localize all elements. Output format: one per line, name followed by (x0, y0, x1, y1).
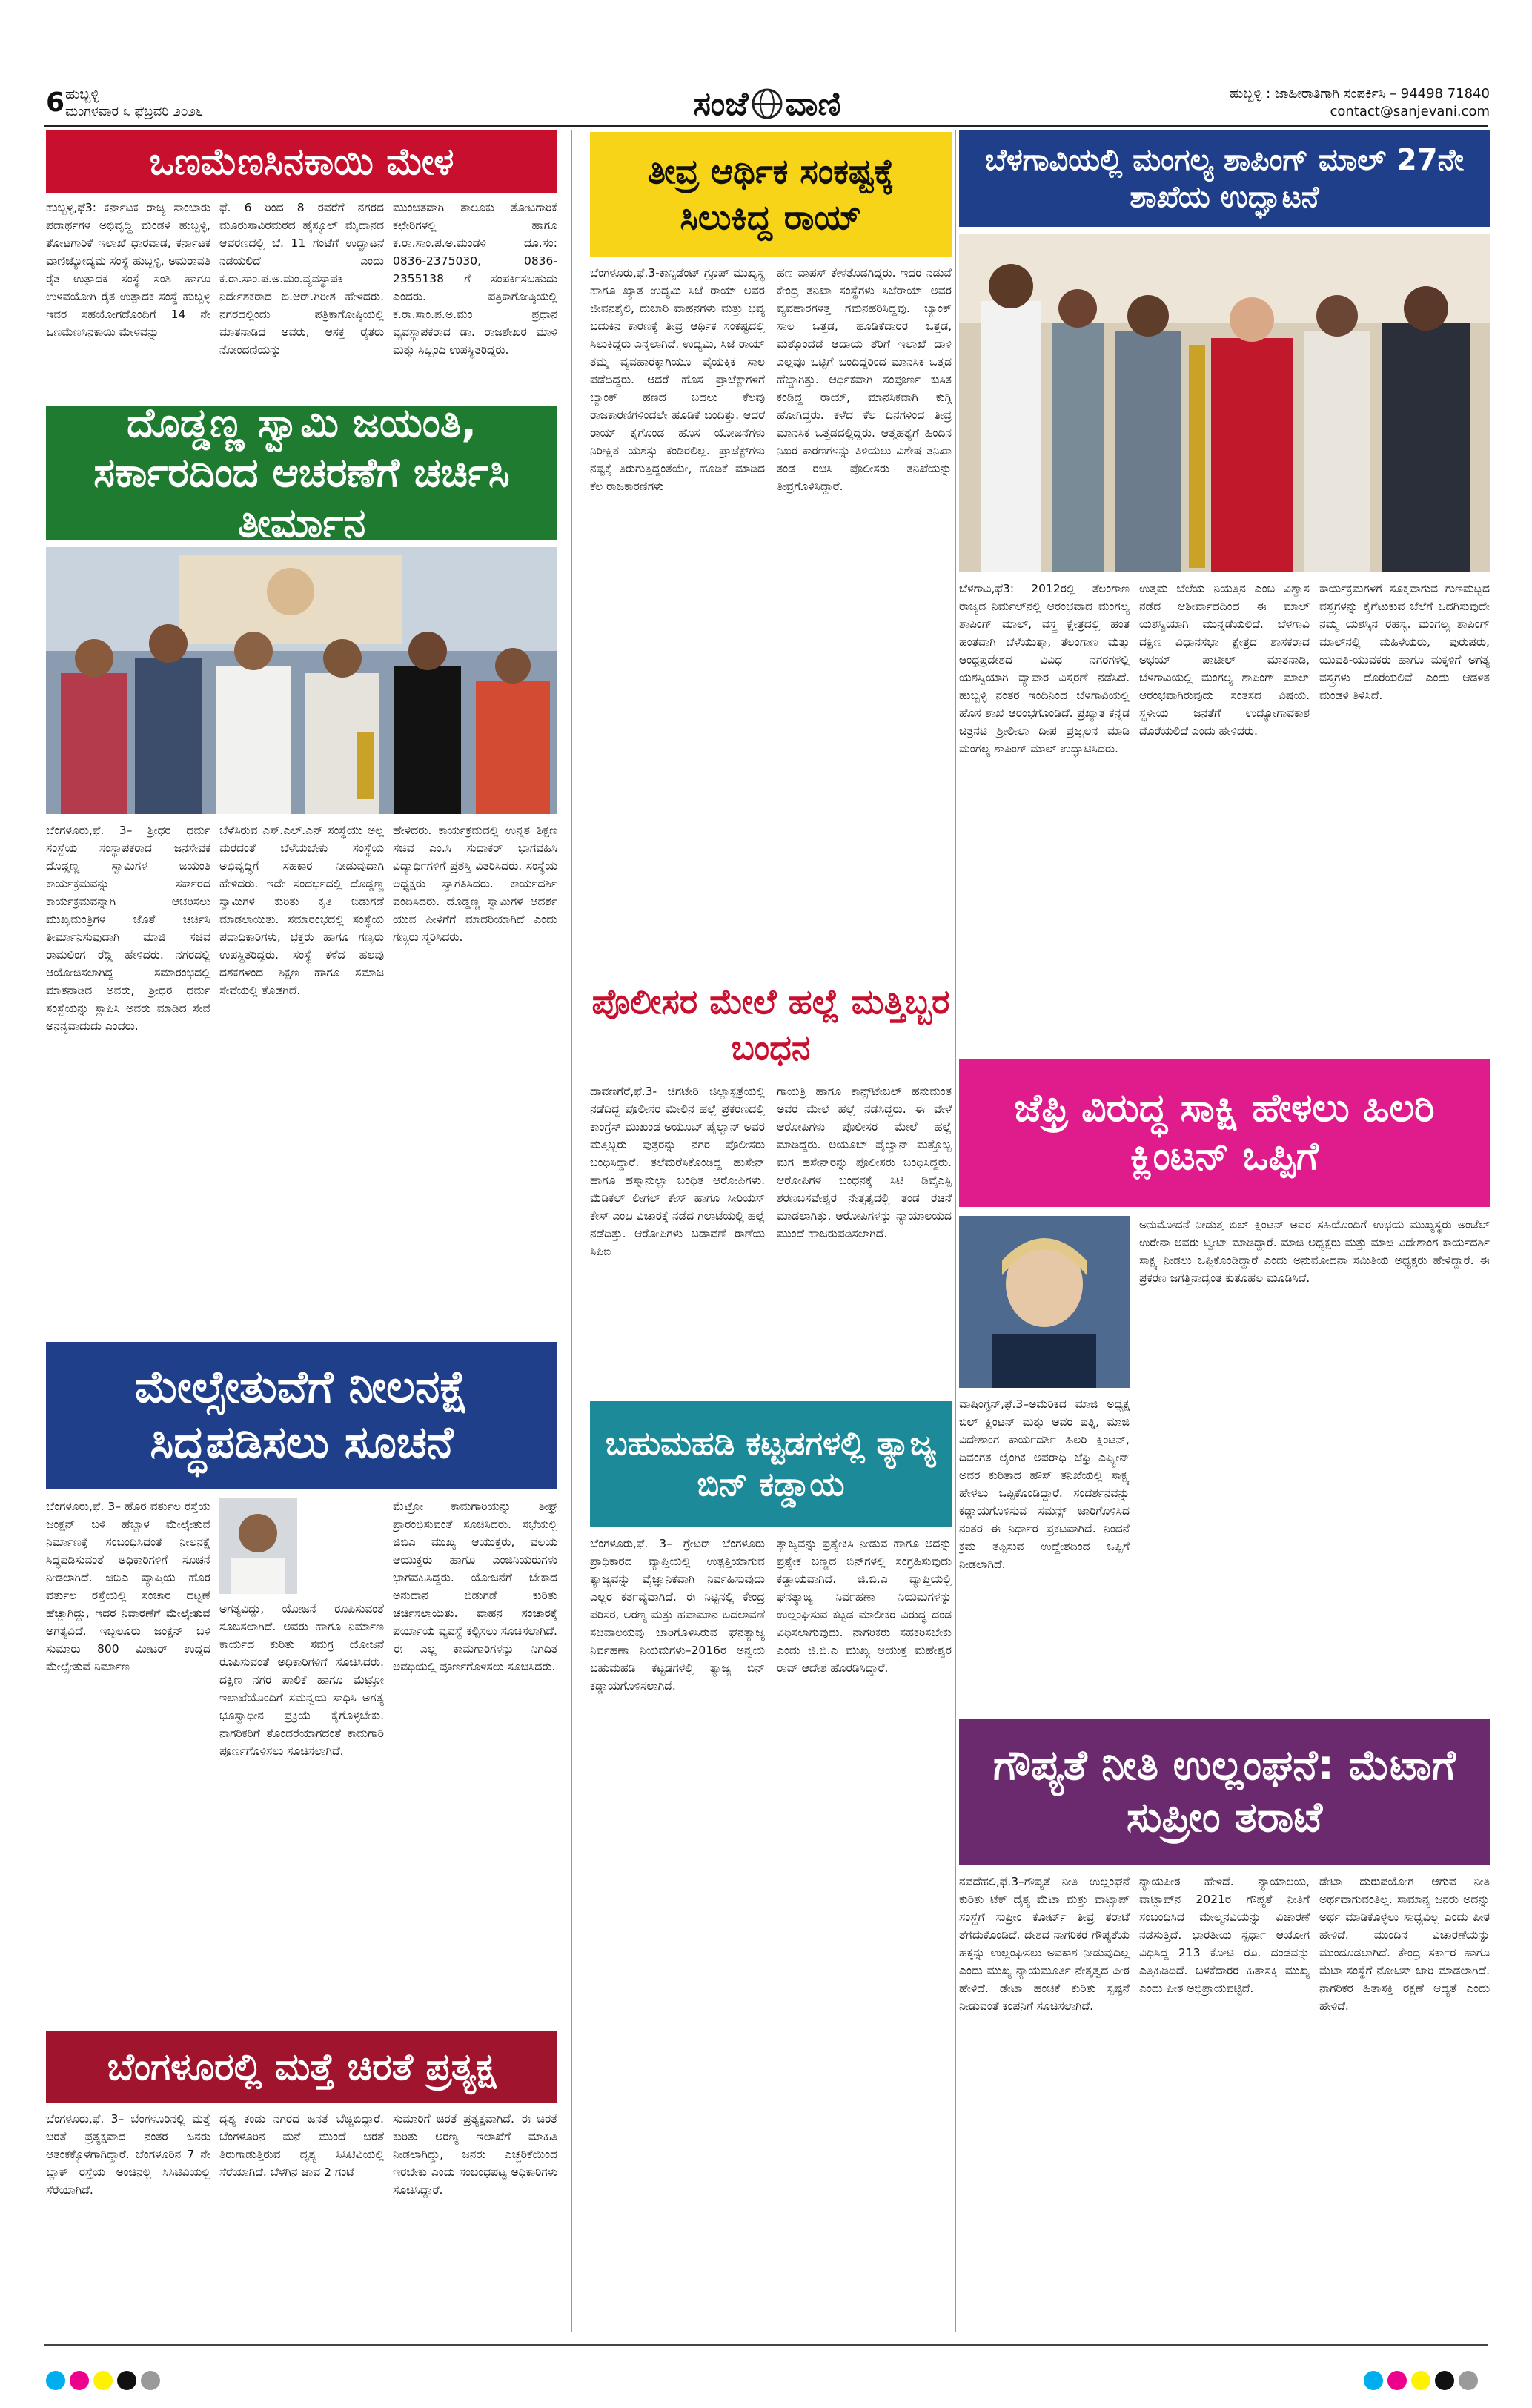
newspaper-logo (645, 82, 889, 126)
article-leopard-col1: ಬೆಂಗಳೂರು,ಫೆ. 3– ಬೆಂಗಳೂರಿನಲ್ಲಿ ಮತ್ತೆ ಚಿರತೆ ಪ್ರತ್ಯಕ್ಷವಾದ ನಂತರ ಜನರು ಆತಂಕಕ್ಕೊಳಗಾಗಿದ್ದಾರೆ. ಬೆಂಗಳೂರಿನ 7 ನೇ ಬ್ಲಾಕ್ ರಸ್ತೆಯ ಅಂಚಿನಲ್ಲಿ ಸಿಸಿಟಿವಿಯಲ್ಲಿ ಸೆರೆಯಾಗಿದೆ. (46, 2112, 210, 2197)
column-rule-left (571, 130, 572, 2332)
headline-leopard: ಬೆಂಗಳೂರಲ್ಲಿ ಮತ್ತೆ ಚಿರತೆ ಪ್ರತ್ಯಕ್ಷ (46, 2031, 557, 2103)
article-supreme-col3: ಡೇಟಾ ದುರುಪಯೋಗ ಆಗುವ ನೀತಿ ಅರ್ಥವಾಗುವಂತಿಲ್ಲ. ಸಾಮಾನ್ಯ ಜನರು ಅದನ್ನು ಅರ್ಥ ಮಾಡಿಕೊಳ್ಳಲು ಸಾಧ್ಯವಿಲ್ಲ ಎಂದು ಪೀಠ ಹೇಳಿದೆ. ಮುಂದಿನ ವಿಚಾರಣೆಯನ್ನು ಮುಂದೂಡಲಾಗಿದೆ. ಕೇಂದ್ರ ಸರ್ಕಾರ ಹಾಗೂ ಮೆಟಾ ಸಂಸ್ಥೆಗೆ ನೋಟಿಸ್ ಜಾರಿ ಮಾಡಲಾಗಿದೆ. ನಾಗರಿಕರ ಹಿತಾಸಕ್ತಿ ರಕ್ಷಣೆ ಆದ್ಯತೆ ಎಂದು ಹೇಳಿದೆ. (1319, 1875, 1490, 2014)
article-doddanna-col1: ಬೆಂಗಳೂರು,ಫೆ. 3– ಶ್ರೀಧರ ಧರ್ಮ ಸಂಸ್ಥೆಯ ಸಂಸ್ಥಾಪಕರಾದ ಜನಸೇವಕ ದೊಡ್ಡಣ್ಣ ಸ್ವಾಮಿಗಳ ಜಯಂತಿ ಕಾರ್ಯಕ್ರಮವನ್ನು ಸರ್ಕಾರದ ಕಾರ್ಯಕ್ರಮವನ್ನಾಗಿ ಆಚರಿಸಲು ಮುಖ್ಯಮಂತ್ರಿಗಳ ಜೊತೆ ಚರ್ಚಿಸಿ ತೀರ್ಮಾನಿಸುವುದಾಗಿ ಮಾಜಿ ಸಚಿವ ರಾಮಲಿಂಗ ರೆಡ್ಡಿ ಹೇಳಿದರು. ನಗರದಲ್ಲಿ ಆಯೋಜಿಸಲಾಗಿದ್ದ ಸಮಾರಂಭದಲ್ಲಿ ಮಾತನಾಡಿದ ಅವರು, ಶ್ರೀಧರ ಧರ್ಮ ಸಂಸ್ಥೆಯನ್ನು ಸ್ಥಾಪಿಸಿ ಅವರು ಮಾಡಿದ ಸೇವೆ ಅನನ್ಯವಾದುದು ಎಂದರು. (46, 824, 210, 1033)
article-mall-col2: ಉತ್ತಮ ಬೆಲೆಯ ನಿಯತ್ತಿನ ಎಂಬ ವಿಶ್ವಾಸ ನಡೆದ ಆಶೀರ್ವಾದದಿಂದ ಈ ಮಾಲ್ ಯಶಸ್ವಿಯಾಗಿ ಮುನ್ನಡೆಯಲಿದೆ. ಬೆಳಗಾವಿ ದಕ್ಷಿಣ ವಿಧಾನಸಭಾ ಕ್ಷೇತ್ರದ ಶಾಸಕರಾದ ಅಭಯ್ ಪಾಟೀಲ್ ಮಾತನಾಡಿ, ಬೆಳಗಾವಿಯಲ್ಲಿ ಮಂಗಲ್ಯ ಶಾಪಿಂಗ್ ಮಾಲ್ ಆರಂಭವಾಗಿರುವುದು ಸಂತಸದ ವಿಷಯ. ಸ್ಥಳೀಯ ಜನತೆಗೆ ಉದ್ಯೋಗಾವಕಾಶ ದೊರೆಯಲಿದೆ ಎಂದು ಹೇಳಿದರು. (1139, 582, 1310, 738)
header-email: contact@sanjevani.com (1330, 104, 1490, 119)
headline-hillary: ಜೆಫ್ರಿ ವಿರುದ್ಧ ಸಾಕ್ಷಿ ಹೇಳಲು ಹಿಲರಿ ಕ್ಲಿಂಟನ್ ಒಪ್ಪಿಗೆ (959, 1059, 1490, 1207)
headline-roy: ತೀವ್ರ ಆರ್ಥಿಕ ಸಂಕಷ್ಟಕ್ಕೆ ಸಿಲುಕಿದ್ದ ರಾಯ್ (590, 132, 952, 257)
headline-chilli-fair: ಒಣಮೆಣಸಿನಕಾಯಿ ಮೇಳ (46, 130, 557, 193)
article-police-col2: ಗಾಯತ್ರಿ ಹಾಗೂ ಕಾನ್ಸ್‌ಟೇಬಲ್ ಹನುಮಂತ ಅವರ ಮೇಲೆ ಹಲ್ಲೆ ನಡೆಸಿದ್ದರು. ಈ ವೇಳೆ ಆರೋಪಿಗಳು ಪೊಲೀಸರ ಮೇಲೆ ಹಲ್ಲೆ ಮಾಡಿದ್ದರು. ಅಯೂಬ್ ಪೈಲ್ವಾನ್ ಮತ್ತೊಬ್ಬ ಮಗ ಹಸೇನ್‌ರನ್ನು ಪೊಲೀಸರು ಬಂಧಿಸಿದ್ದರು. ಆರೋಪಿಗಳ ಬಂಧನಕ್ಕೆ ಸಿಟಿ ಡಿವೈಎಸ್ಪಿ ಶರಣಬಸವೇಶ್ವರ ನೇತೃತ್ವದಲ್ಲಿ ತಂಡ ರಚನೆ ಮಾಡಲಾಗಿತ್ತು. ಆರೋಪಿಗಳನ್ನು ನ್ಯಾಯಾಲಯದ ಮುಂದೆ ಹಾಜರುಪಡಿಸಲಾಗಿದೆ. (777, 1085, 952, 1241)
headline-supreme-meta: ಗೌಪ್ಯತೆ ನೀತಿ ಉಲ್ಲಂಘನೆ: ಮೆಟಾಗೆ ಸುಪ್ರೀಂ ತರಾಟೆ (959, 1719, 1490, 1865)
photo-hillary-clinton (959, 1216, 1130, 1388)
article-waste-col1: ಬೆಂಗಳೂರು,ಫೆ. 3– ಗ್ರೇಟರ್ ಬೆಂಗಳೂರು ಪ್ರಾಧಿಕಾರದ ವ್ಯಾಪ್ತಿಯಲ್ಲಿ ಉತ್ಪತ್ತಿಯಾಗುವ ತ್ಯಾಜ್ಯವನ್ನು ವೈಜ್ಞಾನಿಕವಾಗಿ ನಿರ್ವಹಿಸುವುದು ಎಲ್ಲರ ಕರ್ತವ್ಯವಾಗಿದೆ. ಈ ನಿಟ್ಟಿನಲ್ಲಿ ಕೇಂದ್ರ ಪರಿಸರ, ಅರಣ್ಯ ಮತ್ತು ಹವಾಮಾನ ಬದಲಾವಣೆ ಸಚಿವಾಲಯವು ಜಾರಿಗೊಳಿಸಿರುವ ಘನತ್ಯಾಜ್ಯ ನಿರ್ವಹಣಾ ನಿಯಮಗಳು–2016ರ ಅನ್ವಯ ಬಹುಮಹಡಿ ಕಟ್ಟಡಗಳಲ್ಲಿ ತ್ಯಾಜ್ಯ ಬಿನ್ ಕಡ್ಡಾಯಗೊಳಿಸಲಾಗಿದೆ. (590, 1537, 765, 1693)
headline-flyover: ಮೇಲ್ಸೇತುವೆಗೆ ನೀಲನಕ್ಷೆ ಸಿದ್ಧಪಡಿಸಲು ಸೂಚನೆ (46, 1342, 557, 1489)
registration-swatches-left (46, 2371, 165, 2393)
article-supreme-col2: ನ್ಯಾಯಪೀಠ ಹೇಳಿದೆ. ನ್ಯಾಯಾಲಯ, ವಾಟ್ಸಾಪ್‌ನ 2021ರ ಗೌಪ್ಯತೆ ನೀತಿಗೆ ಸಂಬಂಧಿಸಿದ ಮೇಲ್ಮನವಿಯನ್ನು ವಿಚಾರಣೆ ನಡೆಸುತ್ತಿದೆ. ಭಾರತೀಯ ಸ್ಪರ್ಧಾ ಆಯೋಗ ವಿಧಿಸಿದ್ದ 213 ಕೋಟಿ ರೂ. ದಂಡವನ್ನು ಎತ್ತಿಹಿಡಿದಿದೆ. ಬಳಕೆದಾರರ ಹಿತಾಸಕ್ತಿ ಮುಖ್ಯ ಎಂದು ಪೀಠ ಅಭಿಪ್ರಾಯಪಟ್ಟಿದೆ. (1139, 1875, 1310, 1996)
header-city: ಹುಬ್ಬಳ್ಳಿ (65, 86, 99, 102)
article-mall-col3: ಕಾರ್ಯಕ್ರಮಗಳಿಗೆ ಸೂಕ್ತವಾಗುವ ಗುಣಮಟ್ಟದ ವಸ್ತ್ರಗಳನ್ನು ಕೈಗೆಟುಕುವ ಬೆಲೆಗೆ ಒದಗಿಸುವುದೇ ನಮ್ಮ ಯಶಸ್ಸಿನ ರಹಸ್ಯ. ಮಂಗಲ್ಯ ಶಾಪಿಂಗ್ ಮಾಲ್‌ನಲ್ಲಿ ಮಹಿಳೆಯರು, ಪುರುಷರು, ಯುವತಿ-ಯುವಕರು ಹಾಗೂ ಮಕ್ಕಳಿಗೆ ಅಗತ್ಯ ವಸ್ತ್ರಗಳು ದೊರೆಯಲಿವೆ ಎಂದು ಆಡಳಿತ ಮಂಡಳಿ ತಿಳಿಸಿದೆ. (1319, 582, 1490, 703)
logo-left-word: ಸಂಜೆ (693, 85, 749, 123)
header-ad-contact: ಹುಬ್ಬಳ್ಳಿ : ಜಾಹೀರಾತಿಗಾಗಿ ಸಂಪರ್ಕಿಸಿ – 94498 71840 (1229, 86, 1490, 102)
article-roy-col1: ಬೆಂಗಳೂರು,ಫೆ.3-ಕಾನ್ಫಿಡೆಂಟ್ ಗ್ರೂಪ್ ಮುಖ್ಯಸ್ಥ ಹಾಗೂ ಖ್ಯಾತ ಉದ್ಯಮಿ ಸಿಜೆ ರಾಯ್ ಅವರ ಜೀವನಶೈಲಿ, ದುಬಾರಿ ವಾಹನಗಳು ಮತ್ತು ಭವ್ಯ ಬದುಕಿನ ಕಾರಣಕ್ಕೆ ತೀವ್ರ ಆರ್ಥಿಕ ಸಂಕಷ್ಟದಲ್ಲಿ ಸಿಲುಕಿದ್ದರು ಎನ್ನಲಾಗಿದೆ. ಉದ್ಯಮಿ, ಸಿಜೆ ರಾಯ್ ತಮ್ಮ ವ್ಯವಹಾರಕ್ಕಾಗಿಯೂ ವೈಯಕ್ತಿಕ ಸಾಲ ಪಡೆದಿದ್ದರು. ಆದರೆ ಹೊಸ ಪ್ರಾಜೆಕ್ಟ್‌ಗಳಿಗೆ ಬ್ಯಾಂಕ್ ಹಣದ ಬದಲು ಕೆಲವು ರಾಜಕಾರಣಿಗಳಿಂದಲೇ ಹೂಡಿಕೆ ಬಂದಿತ್ತು. ಆದರೆ ರಾಯ್ ಕೈಗೊಂಡ ಹೊಸ ಯೋಜನೆಗಳು ನಿರೀಕ್ಷಿತ ಯಶಸ್ಸು ಕಂಡಿರಲಿಲ್ಲ. ಪ್ರಾಜೆಕ್ಟ್‌ಗಳು ನಷ್ಟಕ್ಕೆ ತಿರುಗುತ್ತಿದ್ದಂತೆಯೇ, ಹೂಡಿಕೆ ಮಾಡಿದ ಕೆಲ ರಾಜಕಾರಣಿಗಳು (590, 266, 765, 494)
footer-rule (44, 2344, 1488, 2346)
article-flyover-col1: ಬೆಂಗಳೂರು,ಫೆ. 3– ಹೊರ ವರ್ತುಲ ರಸ್ತೆಯ ಜಂಕ್ಷನ್ ಬಳಿ ಹೆಬ್ಬಾಳ ಮೇಲ್ಸೇತುವೆ ನಿರ್ಮಾಣಕ್ಕೆ ಸಂಬಂಧಿಸಿದಂತೆ ನೀಲನಕ್ಷೆ ಸಿದ್ಧಪಡಿಸುವಂತೆ ಅಧಿಕಾರಿಗಳಿಗೆ ಸೂಚನೆ ನೀಡಲಾಗಿದೆ. ಜಿಬಿಎ ವ್ಯಾಪ್ತಿಯ ಹೊರ ವರ್ತುಲ ರಸ್ತೆಯಲ್ಲಿ ಸಂಚಾರ ದಟ್ಟಣೆ ಹೆಚ್ಚಾಗಿದ್ದು, ಇದರ ನಿವಾರಣೆಗೆ ಮೇಲ್ಸೇತುವೆ ಅಗತ್ಯವಿದೆ. ಇಬ್ಬಲೂರು ಜಂಕ್ಷನ್ ಬಳಿ ಸುಮಾರು 800 ಮೀಟರ್ ಉದ್ದದ ಮೇಲ್ಸೇತುವೆ ನಿರ್ಮಾಣ (46, 1500, 210, 1674)
photo-doddanna-event (46, 547, 557, 814)
page-number: 6 (46, 87, 65, 118)
column-rule-right (955, 130, 956, 2332)
article-leopard-col3: ಸುಮಾರಿಗೆ ಚಿರತೆ ಪ್ರತ್ಯಕ್ಷವಾಗಿದೆ. ಈ ಚಿರತೆ ಕುರಿತು ಅರಣ್ಯ ಇಲಾಖೆಗೆ ಮಾಹಿತಿ ನೀಡಲಾಗಿದ್ದು, ಜನರು ಎಚ್ಚರಿಕೆಯಿಂದ ಇರಬೇಕು ಎಂದು ಸಂಬಂಧಪಟ್ಟ ಅಧಿಕಾರಿಗಳು ಸೂಚಿಸಿದ್ದಾರೆ. (393, 2112, 557, 2197)
article-roy-col2: ಹಣ ವಾಪಸ್ ಕೇಳತೊಡಗಿದ್ದರು. ಇದರ ನಡುವೆ ಕೇಂದ್ರ ತನಿಖಾ ಸಂಸ್ಥೆಗಳು ಸಿಜೆರಾಯ್ ಅವರ ವ್ಯವಹಾರಗಳತ್ತ ಗಮನಹರಿಸಿದ್ದವು. ಬ್ಯಾಂಕ್ ಸಾಲ ಒತ್ತಡ, ಹೂಡಿಕೆದಾರರ ಒತ್ತಡ, ಮತ್ತೊಂದೆಡೆ ಆದಾಯ ತೆರಿಗೆ ಇಲಾಖೆ ದಾಳಿ ಎಲ್ಲವೂ ಒಟ್ಟಿಗೆ ಬಂದಿದ್ದರಿಂದ ಮಾನಸಿಕ ಒತ್ತಡ ಹೆಚ್ಚಾಗಿತ್ತು. ಆರ್ಥಿಕವಾಗಿ ಸಂಪೂರ್ಣ ಕುಸಿತ ಕಂಡಿದ್ದ ರಾಯ್, ಮಾನಸಿಕವಾಗಿ ಕುಗ್ಗಿ ಹೋಗಿದ್ದರು. ಕಳೆದ ಕೆಲ ದಿನಗಳಿಂದ ತೀವ್ರ ಮಾನಸಿಕ ಒತ್ತಡದಲ್ಲಿದ್ದರು. ಆತ್ಮಹತ್ಯೆಗೆ ಹಿಂದಿನ ನಿಖರ ಕಾರಣಗಳನ್ನು ತಿಳಿಯಲು ವಿಶೇಷ ತನಿಖಾ ತಂಡ ರಚಿಸಿ ಪೊಲೀಸರು ತನಿಖೆಯನ್ನು ತೀವ್ರಗೊಳಿಸಿದ್ದಾರೆ. (777, 266, 952, 494)
photo-mall-inauguration (959, 234, 1490, 572)
registration-swatches-right (1364, 2371, 1490, 2393)
article-doddanna-col2: ಬೆಳೆಸಿರುವ ಎಸ್.ಎಲ್.ಎನ್ ಸಂಸ್ಥೆಯು ಅಲ್ಲ ಮರದಂತೆ ಬೆಳೆಯಬೇಕು ಸಂಸ್ಥೆಯ ಅಭಿವೃದ್ಧಿಗೆ ಸಹಕಾರ ನೀಡುವುದಾಗಿ ಹೇಳಿದರು. ಇದೇ ಸಂದರ್ಭದಲ್ಲಿ ದೊಡ್ಡಣ್ಣ ಸ್ವಾಮಿಗಳ ಕುರಿತು ಕೃತಿ ಬಿಡುಗಡೆ ಮಾಡಲಾಯಿತು. ಸಮಾರಂಭದಲ್ಲಿ ಸಂಸ್ಥೆಯ ಪದಾಧಿಕಾರಿಗಳು, ಭಕ್ತರು ಹಾಗೂ ಗಣ್ಯರು ಉಪಸ್ಥಿತರಿದ್ದರು. ಸಂಸ್ಥೆ ಕಳೆದ ಹಲವು ದಶಕಗಳಿಂದ ಶಿಕ್ಷಣ ಹಾಗೂ ಸಮಾಜ ಸೇವೆಯಲ್ಲಿ ತೊಡಗಿದೆ. (219, 824, 384, 998)
article-leopard-col2: ದೃಶ್ಯ ಕಂಡು ನಗರದ ಜನತೆ ಬೆಚ್ಚಿಬಿದ್ದಾರೆ. ಬೆಂಗಳೂರಿನ ಮನೆ ಮುಂದೆ ಚಿರತೆ ತಿರುಗಾಡುತ್ತಿರುವ ದೃಶ್ಯ ಸಿಸಿಟಿವಿಯಲ್ಲಿ ಸೆರೆಯಾಗಿದೆ. ಬೆಳಗಿನ ಜಾವ 2 ಗಂಟೆ (219, 2112, 384, 2180)
headline-waste-bin: ಬಹುಮಹಡಿ ಕಟ್ಟಡಗಳಲ್ಲಿ ತ್ಯಾಜ್ಯ ಬಿನ್ ಕಡ್ಡಾಯ (590, 1401, 952, 1527)
article-chilli-col1: ಹುಬ್ಬಳ್ಳಿ,ಫೆ3: ಕರ್ನಾಟಕ ರಾಜ್ಯ ಸಾಂಬಾರು ಪದಾರ್ಥಗಳ ಅಭಿವೃದ್ಧಿ ಮಂಡಳಿ ಹುಬ್ಬಳ್ಳಿ, ತೋಟಗಾರಿಕೆ ಇಲಾಖೆ ಧಾರವಾಡ, ಕರ್ನಾಟಕ ವಾಣಿಜ್ಯೋದ್ಯಮ ಸಂಸ್ಥೆ ಹುಬ್ಬಳ್ಳಿ, ಅಮರಾವತಿ ರೈತ ಉತ್ಪಾದಕ ಸಂಸ್ಥೆ ಸಂಶಿ ಹಾಗೂ ಉಳವಯೋಗಿ ರೈತ ಉತ್ಪಾದಕ ಸಂಸ್ಥೆ ಹುಬ್ಬಳ್ಳಿ ಇವರ ಸಹಯೋಗದೊಂದಿಗೆ 14 ನೇ ಒಣಮೆಣಸಿನಕಾಯಿ ಮೇಳವನ್ನು (46, 201, 210, 340)
masthead-rule (44, 125, 1488, 127)
article-mall-col1: ಬೆಳಗಾವಿ,ಫೆ3: 2012ರಲ್ಲಿ ತೆಲಂಗಾಣ ರಾಜ್ಯದ ನಿರ್ಮಲ್‌ನಲ್ಲಿ ಆರಂಭವಾದ ಮಂಗಲ್ಯ ಶಾಪಿಂಗ್ ಮಾಲ್, ವಸ್ತ್ರ ಕ್ಷೇತ್ರದಲ್ಲಿ ಹಂತ ಹಂತವಾಗಿ ಬೆಳೆಯುತ್ತಾ, ತೆಲಂಗಾಣ ಮತ್ತು ಆಂಧ್ರಪ್ರದೇಶದ ವಿವಿಧ ನಗರಗಳಲ್ಲಿ ಯಶಸ್ವಿಯಾಗಿ ವ್ಯಾಪಾರ ವಿಸ್ತರಣೆ ನಡೆಸಿದೆ. ಹುಬ್ಬಳ್ಳಿ ನಂತರ ಇಂದಿನಿಂದ ಬೆಳಗಾವಿಯಲ್ಲಿ ಹೊಸ ಶಾಖೆ ಆರಂಭಗೊಂಡಿದೆ. ಪ್ರಖ್ಯಾತ ಕನ್ನಡ ಚಿತ್ರನಟಿ ಶ್ರೀಲೀಲಾ ದೀಪ ಪ್ರಜ್ವಲನ ಮಾಡಿ ಮಂಗಲ್ಯ ಶಾಪಿಂಗ್ ಮಾಲ್ ಉದ್ಘಾಟಿಸಿದರು. (959, 582, 1130, 756)
headline-police: ಪೊಲೀಸರ ಮೇಲೆ ಹಲ್ಲೆ ಮತ್ತಿಬ್ಬರ ಬಂಧನ (591, 981, 950, 1068)
article-flyover-col2: ಅಗತ್ಯವಿದ್ದು, ಯೋಜನೆ ರೂಪಿಸುವಂತೆ ಸೂಚಿಸಲಾಗಿದೆ. ಅವರು ಹಾಗೂ ನಿರ್ಮಾಣ ಕಾರ್ಯದ ಕುರಿತು ಸಮಗ್ರ ಯೋಜನೆ ರೂಪಿಸುವಂತೆ ಅಧಿಕಾರಿಗಳಿಗೆ ಸೂಚಿಸಿದರು. ದಕ್ಷಿಣ ನಗರ ಪಾಲಿಕೆ ಹಾಗೂ ಮೆಟ್ರೋ ಇಲಾಖೆಯೊಂದಿಗೆ ಸಮನ್ವಯ ಸಾಧಿಸಿ ಅಗತ್ಯ ಭೂಸ್ವಾಧೀನ ಪ್ರಕ್ರಿಯೆ ಕೈಗೊಳ್ಳಬೇಕು. ನಾಗರಿಕರಿಗೆ ತೊಂದರೆಯಾಗದಂತೆ ಕಾಮಗಾರಿ ಪೂರ್ಣಗೊಳಿಸಲು ಸೂಚಿಸಲಾಗಿದೆ. (219, 1602, 384, 1759)
header-date: ಮಂಗಳವಾರ ೩ ಫೆಬ್ರವರಿ ೨೦೨೬ (65, 104, 203, 119)
article-hillary-col1: ವಾಷಿಂಗ್ಟನ್,ಫೆ.3–ಅಮೆರಿಕದ ಮಾಜಿ ಅಧ್ಯಕ್ಷ ಬಿಲ್ ಕ್ಲಿಂಟನ್ ಮತ್ತು ಅವರ ಪತ್ನಿ, ಮಾಜಿ ವಿದೇಶಾಂಗ ಕಾರ್ಯದರ್ಶಿ ಹಿಲರಿ ಕ್ಲಿಂಟನ್, ದಿವಂಗತ ಲೈಂಗಿಕ ಅಪರಾಧಿ ಜೆಫ್ರಿ ಎಪ್ಸ್ಟೀನ್ ಅವರ ಕುರಿತಾದ ಹೌಸ್ ತನಿಖೆಯಲ್ಲಿ ಸಾಕ್ಷ್ಯ ಹೇಳಲು ಒಪ್ಪಿಕೊಂಡಿದ್ದಾರೆ. ಸಂದರ್ಶನವನ್ನು ಕಡ್ಡಾಯಗೊಳಿಸುವ ಸಮನ್ಸ್ ಜಾರಿಗೊಳಿಸಿದ ನಂತರ ಈ ನಿರ್ಧಾರ ಪ್ರಕಟವಾಗಿದೆ. ನಿಂದನೆ ಕ್ರಮ ತಪ್ಪಿಸುವ ಉದ್ದೇಶದಿಂದ ಒಪ್ಪಿಗೆ ನೀಡಲಾಗಿದೆ. (959, 1398, 1130, 1572)
headline-mall-inauguration: ಬೆಳಗಾವಿಯಲ್ಲಿ ಮಂಗಲ್ಯ ಶಾಪಿಂಗ್ ಮಾಲ್ 27ನೇ ಶಾಖೆಯ ಉದ್ಘಾಟನೆ (959, 130, 1490, 227)
article-chilli-col3: ಮುಂಚಿತವಾಗಿ ತಾಲೂಕು ತೋಟಗಾರಿಕೆ ಕಛೇರಿಗಳಲ್ಲಿ ಹಾಗೂ ಕ.ರಾ.ಸಾಂ.ಪ.ಅ.ಮಂಡಳಿ ದೂ.ಸಂ: 0836-2375030, 0836-2355138 ಗೆ ಸಂಪರ್ಕಿಸಬಹುದು ಎಂದರು. ಪತ್ರಿಕಾಗೋಷ್ಠಿಯಲ್ಲಿ ಕ.ರಾ.ಸಾಂ.ಪ.ಅ.ಮಂ ಪ್ರಧಾನ ವ್ಯವಸ್ಥಾಪಕರಾದ ಡಾ. ರಾಜಶೇಖರ ಮಾಳಿ ಮತ್ತು ಸಿಬ್ಬಂದಿ ಉಪಸ್ಥಿತರಿದ್ದರು. (393, 201, 557, 357)
article-police-col1: ದಾವಣಗೆರೆ,ಫೆ.3- ಚಿಗಟೇರಿ ಜಿಲ್ಲಾಸ್ಪತ್ರೆಯಲ್ಲಿ ನಡೆದಿದ್ದ ಪೊಲೀಸರ ಮೇಲಿನ ಹಲ್ಲೆ ಪ್ರಕರಣದಲ್ಲಿ ಕಾಂಗ್ರೆಸ್ ಮುಖಂಡ ಅಯೂಬ್ ಪೈಲ್ವಾನ್ ಅವರ ಮತ್ತಿಬ್ಬರು ಪುತ್ರರನ್ನು ನಗರ ಪೊಲೀಸರು ಬಂಧಿಸಿದ್ದಾರೆ. ತಲೆಮರೆಸಿಕೊಂಡಿದ್ದ ಹುಸೇನ್ ಹಾಗೂ ಹಸ್ಮಾನುಲ್ಲಾ ಬಂಧಿತ ಆರೋಪಿಗಳು. ಮೆಡಿಕಲ್ ಲೀಗಲ್ ಕೇಸ್ ಹಾಗೂ ಸೀರಿಯಸ್ ಕೇಸ್ ಎಂಬ ವಿಚಾರಕ್ಕೆ ನಡೆದ ಗಲಾಟೆಯಲ್ಲಿ ಹಲ್ಲೆ ನಡೆದಿತ್ತು. ಆರೋಪಿಗಳು ಬಡಾವಣೆ ಠಾಣೆಯ ಸಿಪಿಐ (590, 1085, 765, 1259)
article-doddanna-col3: ಹೇಳಿದರು. ಕಾರ್ಯಕ್ರಮದಲ್ಲಿ ಉನ್ನತ ಶಿಕ್ಷಣ ಸಚಿವ ಎಂ.ಸಿ ಸುಧಾಕರ್ ಭಾಗವಹಿಸಿ ವಿದ್ಯಾರ್ಥಿಗಳಿಗೆ ಪ್ರಶಸ್ತಿ ವಿತರಿಸಿದರು. ಸಂಸ್ಥೆಯ ಅಧ್ಯಕ್ಷರು ಸ್ವಾಗತಿಸಿದರು. ಕಾರ್ಯದರ್ಶಿ ವಂದಿಸಿದರು. ದೊಡ್ಡಣ್ಣ ಸ್ವಾಮಿಗಳ ಆದರ್ಶ ಯುವ ಪೀಳಿಗೆಗೆ ಮಾದರಿಯಾಗಿದೆ ಎಂದು ಗಣ್ಯರು ಸ್ಮರಿಸಿದರು. (393, 824, 557, 945)
article-flyover-col3: ಮೆಟ್ರೋ ಕಾಮಗಾರಿಯನ್ನು ಶೀಘ್ರ ಪ್ರಾರಂಭಿಸುವಂತೆ ಸೂಚಿಸಿದರು. ಸಭೆಯಲ್ಲಿ ಜಿಬಿಎ ಮುಖ್ಯ ಆಯುಕ್ತರು, ವಲಯ ಆಯುಕ್ತರು ಹಾಗೂ ಎಂಜಿನಿಯರುಗಳು ಭಾಗವಹಿಸಿದ್ದರು. ಯೋಜನೆಗೆ ಬೇಕಾದ ಅನುದಾನ ಬಿಡುಗಡೆ ಕುರಿತು ಚರ್ಚಿಸಲಾಯಿತು. ವಾಹನ ಸಂಚಾರಕ್ಕೆ ಪರ್ಯಾಯ ವ್ಯವಸ್ಥೆ ಕಲ್ಪಿಸಲು ಸೂಚಿಸಲಾಗಿದೆ. ಈ ಎಲ್ಲ ಕಾಮಗಾರಿಗಳನ್ನು ನಿಗದಿತ ಅವಧಿಯಲ್ಲಿ ಪೂರ್ಣಗೊಳಿಸಲು ಸೂಚಿಸಿದರು. (393, 1500, 557, 1674)
article-chilli-col2: ಫೆ. 6 ರಿಂದ 8 ರವರೆಗೆ ನಗರದ ಮೂರುಸಾವಿರಮಠದ ಹೈಸ್ಕೂಲ್ ಮೈದಾನದ ಆವರಣದಲ್ಲಿ ಬೆ. 11 ಗಂಟೆಗೆ ಉದ್ಘಾಟನೆ ನಡೆಯಲಿದೆ ಎಂದು ಕ.ರಾ.ಸಾಂ.ಪ.ಅ.ಮಂ.ವ್ಯವಸ್ಥಾಪಕ ನಿರ್ದೇಶಕರಾದ ಬಿ.ಆರ್.ಗಿರೀಶ ಹೇಳಿದರು. ನಗರದಲ್ಲಿಂದು ಪತ್ರಿಕಾಗೋಷ್ಠಿಯಲ್ಲಿ ಮಾತನಾಡಿದ ಅವರು, ಆಸಕ್ತ ರೈತರು ನೋಂದಣಿಯನ್ನು (219, 201, 384, 357)
photo-official-portrait (219, 1498, 297, 1594)
globe-icon (750, 87, 784, 121)
logo-right-word: ವಾಣಿ (785, 85, 841, 123)
article-hillary-col2: ಅನುಮೋದನೆ ನೀಡುತ್ತ ಬಿಲ್ ಕ್ಲಿಂಟನ್ ಅವರ ಸಹಿಯೊಂದಿಗೆ ಉಭಯ ಮುಖ್ಯಸ್ಥರು ಅಂಜೆಲ್ ಉರೇನಾ ಅವರು ಟ್ವೀಟ್ ಮಾಡಿದ್ದಾರೆ. ಮಾಜಿ ಅಧ್ಯಕ್ಷರು ಮತ್ತು ಮಾಜಿ ವಿದೇಶಾಂಗ ಕಾರ್ಯದರ್ಶಿ ಸಾಕ್ಷ್ಯ ನೀಡಲು ಒಪ್ಪಿಕೊಂಡಿದ್ದಾರೆ ಎಂದು ಅನುಮೋದನಾ ಸಮಿತಿಯ ಅಧ್ಯಕ್ಷರು ಹೇಳಿದ್ದಾರೆ. ಈ ಪ್ರಕರಣ ಜಗತ್ತಿನಾದ್ಯಂತ ಕುತೂಹಲ ಮೂಡಿಸಿದೆ. (1139, 1218, 1490, 1286)
article-waste-col2: ತ್ಯಾಜ್ಯವನ್ನು ಪ್ರತ್ಯೇಕಿಸಿ ನೀಡುವ ಹಾಗೂ ಅದನ್ನು ಪ್ರತ್ಯೇಕ ಬಣ್ಣದ ಬಿನ್‌ಗಳಲ್ಲಿ ಸಂಗ್ರಹಿಸುವುದು ಕಡ್ಡಾಯವಾಗಿದೆ. ಜಿ.ಬಿ.ಎ ವ್ಯಾಪ್ತಿಯಲ್ಲಿ ಘನತ್ಯಾಜ್ಯ ನಿರ್ವಹಣಾ ನಿಯಮಗಳನ್ನು ಉಲ್ಲಂಘಿಸುವ ಕಟ್ಟಡ ಮಾಲೀಕರ ವಿರುದ್ಧ ದಂಡ ವಿಧಿಸಲಾಗುವುದು. ನಾಗರಿಕರು ಸಹಕರಿಸಬೇಕು ಎಂದು ಜಿ.ಬಿ.ಎ ಮುಖ್ಯ ಆಯುಕ್ತ ಮಹೇಶ್ವರ ರಾವ್ ಆದೇಶ ಹೊರಡಿಸಿದ್ದಾರೆ. (777, 1537, 952, 1676)
article-supreme-col1: ನವದೆಹಲಿ,ಫೆ.3–ಗೌಪ್ಯತೆ ನೀತಿ ಉಲ್ಲಂಘನೆ ಕುರಿತು ಟೆಕ್ ದೈತ್ಯ ಮೆಟಾ ಮತ್ತು ವಾಟ್ಸಾಪ್ ಸಂಸ್ಥೆಗೆ ಸುಪ್ರೀಂ ಕೋರ್ಟ್ ತೀವ್ರ ತರಾಟೆ ತೆಗೆದುಕೊಂಡಿದೆ. ದೇಶದ ನಾಗರಿಕರ ಗೌಪ್ಯತೆಯ ಹಕ್ಕನ್ನು ಉಲ್ಲಂಘಿಸಲು ಅವಕಾಶ ನೀಡುವುದಿಲ್ಲ ಎಂದು ಮುಖ್ಯ ನ್ಯಾಯಮೂರ್ತಿ ನೇತೃತ್ವದ ಪೀಠ ಹೇಳಿದೆ. ಡೇಟಾ ಹಂಚಿಕೆ ಕುರಿತು ಸ್ಪಷ್ಟನೆ ನೀಡುವಂತೆ ಕಂಪನಿಗೆ ಸೂಚಿಸಲಾಗಿದೆ. (959, 1875, 1130, 2014)
headline-doddanna: ದೊಡ್ಡಣ್ಣ ಸ್ವಾಮಿ ಜಯಂತಿ, ಸರ್ಕಾರದಿಂದ ಆಚರಣೆಗೆ ಚರ್ಚಿಸಿ ತೀರ್ಮಾನ (46, 406, 557, 540)
